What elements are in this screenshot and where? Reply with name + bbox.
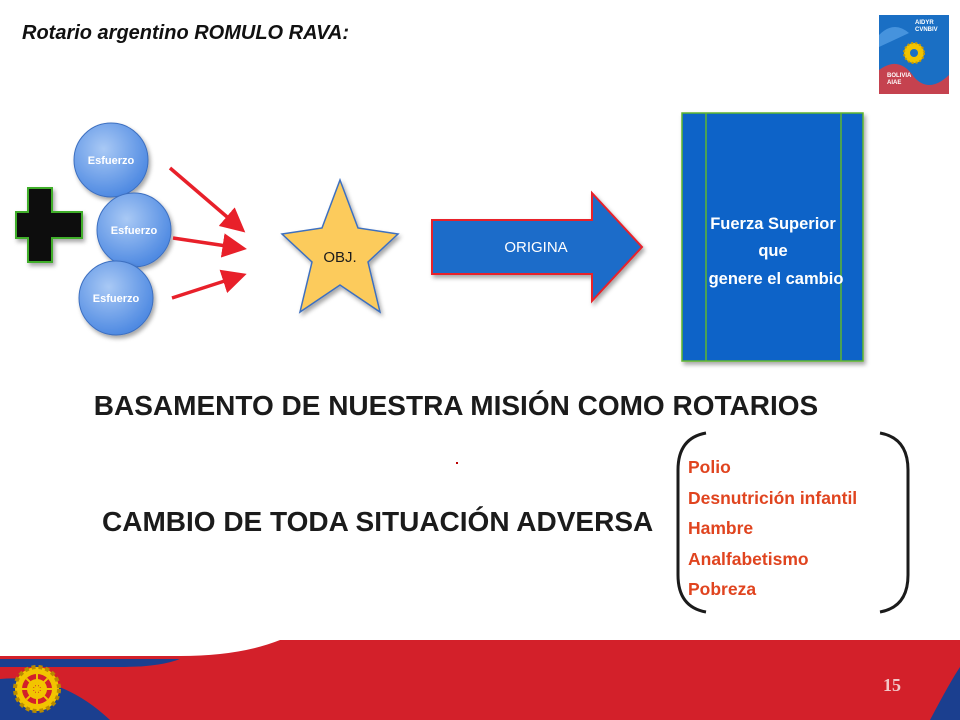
stray-dot	[456, 462, 458, 464]
problem-item: Pobreza	[688, 579, 757, 599]
problem-item: Hambre	[688, 518, 754, 538]
result-line-3: genere el cambio	[708, 270, 844, 288]
effort-bubble-1	[74, 123, 148, 197]
result-line-2: que	[758, 242, 788, 260]
logo-line-1: AIDYR	[915, 20, 934, 26]
origina-arrow	[432, 193, 642, 301]
problem-item: Analfabetismo	[688, 548, 809, 569]
red-arrow-1	[170, 168, 240, 228]
effort-label-2: Esfuerzo	[110, 225, 158, 237]
objective-star-icon	[282, 180, 398, 312]
plus-icon	[16, 188, 82, 262]
red-arrow-2	[173, 238, 240, 248]
problem-item: Desnutrición infantil	[688, 487, 858, 508]
logo-line-2: CVNBIV	[915, 27, 938, 33]
red-arrow-3	[172, 276, 240, 298]
origina-label: ORIGINA	[504, 239, 568, 256]
slide-title: Rotario argentino ROMULO RAVA:	[22, 22, 350, 44]
logo-line-4: AIAE	[887, 80, 902, 86]
rotary-wheel-icon	[904, 43, 924, 63]
change-heading: CAMBIO DE TODA SITUACIÓN ADVERSA	[102, 506, 654, 537]
logo-line-3: BOLIVIA	[887, 73, 912, 79]
problems-list	[688, 452, 903, 605]
problem-item: Polio	[688, 457, 731, 477]
effort-bubble-2	[97, 193, 171, 267]
mission-heading: BASAMENTO DE NUESTRA MISIÓN COMO ROTARIOS	[93, 390, 819, 421]
effort-label-1: Esfuerzo	[87, 155, 135, 167]
result-line-1: Fuerza Superior	[710, 215, 836, 233]
club-logo	[879, 15, 949, 94]
page-number: 15	[883, 675, 901, 695]
effort-diagram	[0, 100, 960, 380]
objective-label: OBJ.	[323, 249, 357, 266]
effort-bubble-3	[79, 261, 153, 335]
result-box	[682, 113, 863, 361]
effort-label-3: Esfuerzo	[92, 293, 140, 305]
rotary-wheel-icon	[15, 667, 59, 711]
footer-band	[0, 637, 960, 720]
